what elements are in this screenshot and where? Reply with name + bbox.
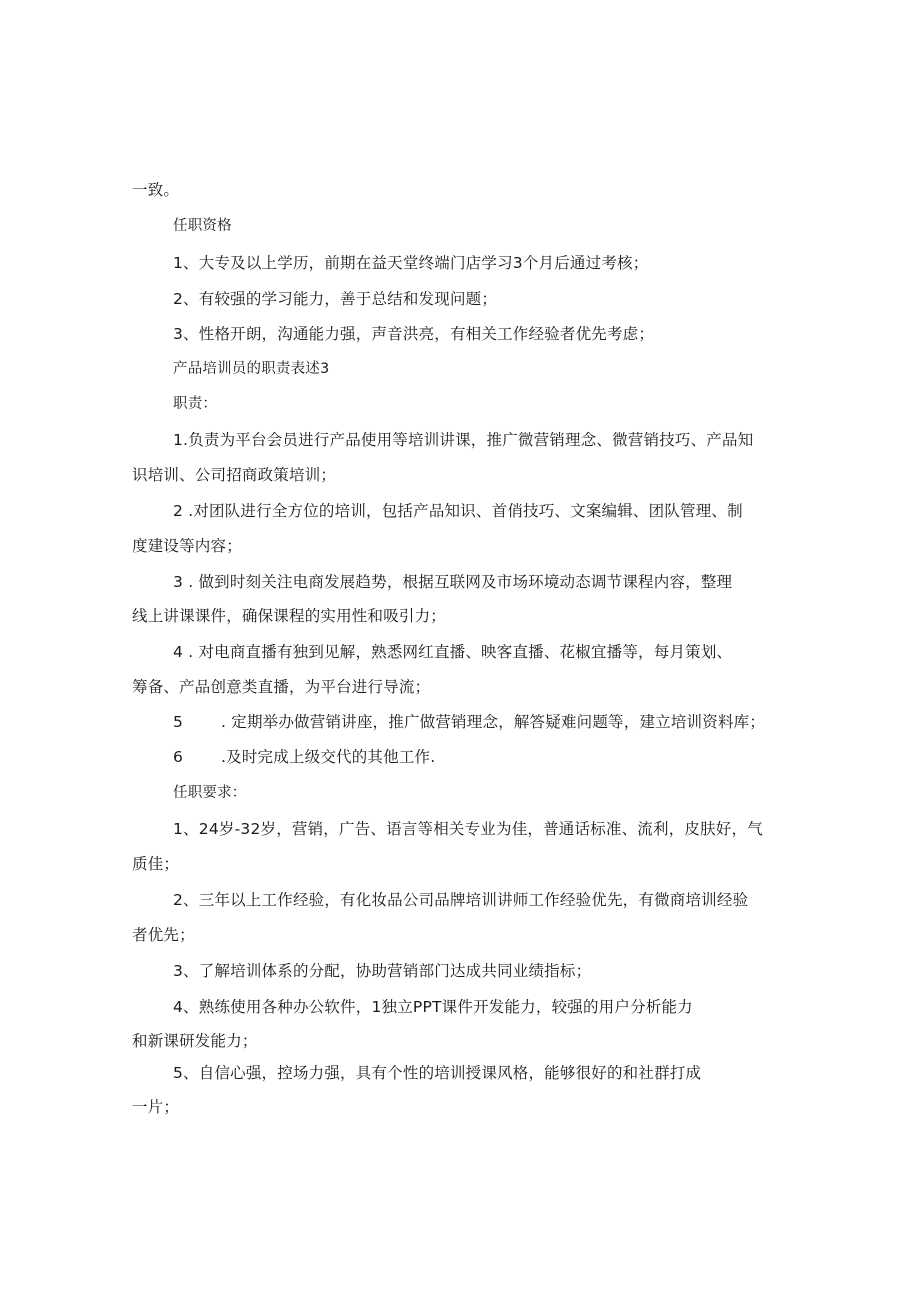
list-item: 3、了解培训体系的分配，协助营销部门达成共同业绩指标； bbox=[173, 962, 592, 980]
list-item: 5、自信心强，控场力强，具有个性的培训授课风格，能够很好的和社群打成 bbox=[173, 1064, 702, 1082]
list-item: 2、三年以上工作经验，有化妆品公司品牌培训讲师工作经验优先，有微商培训经验 bbox=[173, 891, 749, 909]
list-item: 2、有较强的学习能力，善于总结和发现问题； bbox=[173, 290, 498, 308]
list-item-continuation: 筹备、产品创意类直播，为平台进行导流； bbox=[132, 678, 431, 696]
section-heading-requirements: 任职要求： bbox=[173, 785, 247, 801]
list-item: 3 . 做到时刻关注电商发展趋势，根据互联网及市场环境动态调节课程内容，整理 bbox=[173, 573, 733, 591]
list-item-continuation: 一片； bbox=[132, 1098, 180, 1116]
section-heading-description: 产品培训员的职责表述3 bbox=[173, 361, 330, 377]
section-heading-qualifications: 任职资格 bbox=[173, 218, 232, 234]
list-item-continuation: 线上讲课课件，确保课程的实用性和吸引力； bbox=[132, 607, 447, 625]
list-item-continuation: 者优先； bbox=[132, 926, 195, 944]
list-item-continuation: 和新课研发能力； bbox=[132, 1032, 258, 1050]
section-heading-duties: 职责： bbox=[173, 396, 218, 412]
list-item: 4 . 对电商直播有独到见解，熟悉网红直播、映客直播、花椒宜播等，每月策划、 bbox=[173, 643, 733, 661]
list-item-continuation: 度建设等内容； bbox=[132, 537, 242, 555]
list-item: 1、24岁-32岁，营销，广告、语言等相关专业为佳，普通话标准、流利，皮肤好，气 bbox=[173, 820, 763, 838]
text-line: 一致。 bbox=[132, 181, 180, 199]
list-item bbox=[173, 712, 765, 732]
list-item: 2 .对团队进行全方位的培训，包括产品知识、首俏技巧、文案编辑、团队管理、制 bbox=[173, 502, 743, 520]
list-item-continuation: 识培训、公司招商政策培训； bbox=[132, 466, 337, 484]
list-item: 4、熟练使用各种办公软件，1独立PPT课件开发能力，较强的用户分析能力 bbox=[173, 998, 693, 1016]
list-number: 5 bbox=[173, 713, 184, 731]
list-number: 6 bbox=[173, 748, 184, 766]
list-item: 3、性格开朗，沟通能力强，声音洪亮，有相关工作经验者优先考虑； bbox=[173, 325, 655, 343]
list-item-text: .及时完成上级交代的其他工作. bbox=[221, 748, 436, 766]
list-item-continuation: 质佳； bbox=[132, 855, 180, 873]
list-item: 1、大专及以上学历，前期在益天堂终端门店学习3个月后通过考核； bbox=[173, 254, 649, 272]
list-item-text: . 定期举办做营销讲座，推广做营销理念，解答疑难问题等，建立培训资料库； bbox=[221, 713, 766, 731]
list-item bbox=[173, 747, 435, 767]
list-item: 1.负责为平台会员进行产品使用等培训讲课，推广微营销理念、微营销技巧、产品知 bbox=[173, 431, 754, 449]
